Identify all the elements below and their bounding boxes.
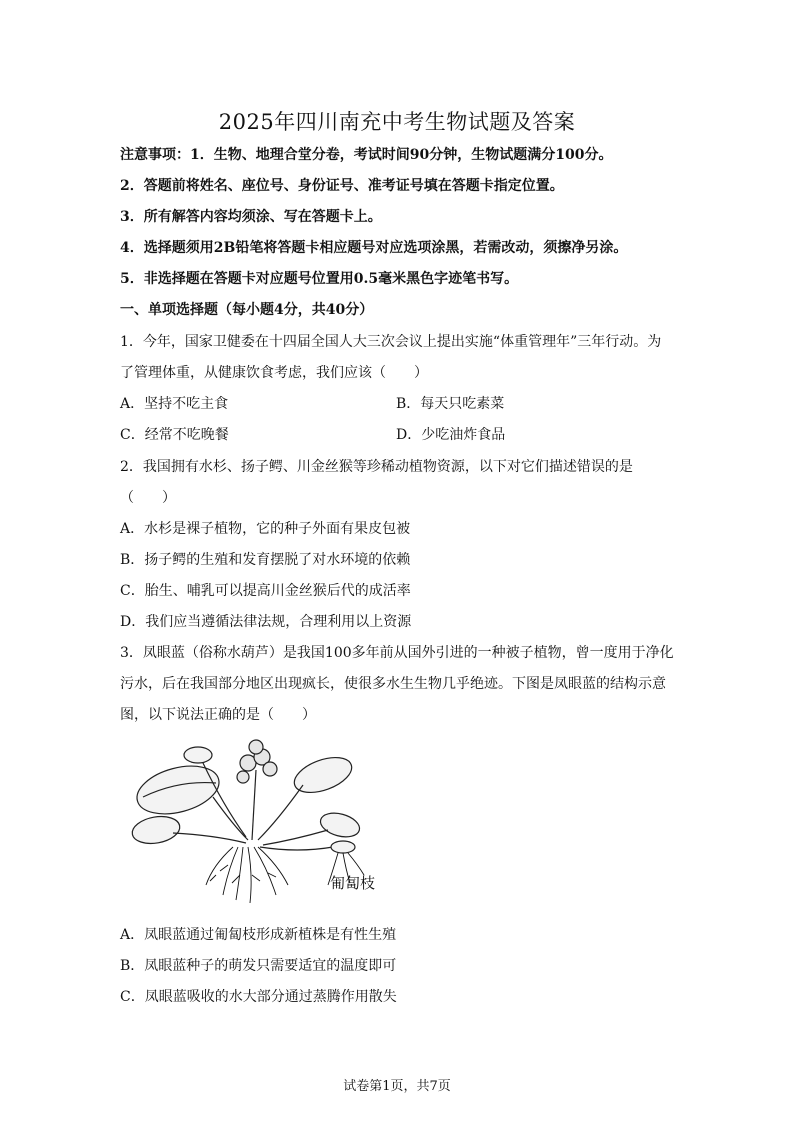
q1-option-d: D．少吃油炸食品 bbox=[396, 427, 506, 443]
q3-stem-line1: 3．凤眼蓝（俗称水葫芦）是我国100多年前从国外引进的一种被子植物，曾一度用于净化 bbox=[120, 645, 674, 661]
q2-option-a: A．水杉是裸子植物，它的种子外面有果皮包被 bbox=[120, 521, 411, 537]
note-2: 2．答题前将姓名、座位号、身份证号、准考证号填在答题卡指定位置。 bbox=[120, 178, 564, 194]
q1-option-c: C．经常不吃晚餐 bbox=[120, 427, 229, 443]
q3-option-b: B．凤眼蓝种子的萌发只需要适宜的温度即可 bbox=[120, 958, 397, 974]
q2-option-c: C．胎生、哺乳可以提高川金丝猴后代的成活率 bbox=[120, 583, 411, 599]
q2-stem-line2: （ ） bbox=[120, 490, 176, 506]
q3-option-a: A．凤眼蓝通过匍匐枝形成新植株是有性生殖 bbox=[120, 927, 397, 943]
figure-label-stolon: 匍匐枝 bbox=[330, 874, 376, 892]
q1-stem-line2: 了管理体重，从健康饮食考虑，我们应该（ ） bbox=[120, 365, 428, 381]
q2-option-b: B．扬子鳄的生殖和发育摆脱了对水环境的依赖 bbox=[120, 552, 411, 568]
note-1: 注意事项：1．生物、地理合堂分卷，考试时间90分钟，生物试题满分100分。 bbox=[120, 147, 613, 163]
note-3: 3．所有解答内容均须涂、写在答题卡上。 bbox=[120, 209, 382, 225]
section-heading: 一、单项选择题（每小题4分，共40分） bbox=[120, 302, 374, 318]
q2-option-d: D．我们应当遵循法律法规，合理利用以上资源 bbox=[120, 614, 412, 630]
q2-stem-line1: 2．我国拥有水杉、扬子鳄、川金丝猴等珍稀动植物资源，以下对它们描述错误的是 bbox=[120, 459, 633, 475]
q1-option-b: B．每天只吃素菜 bbox=[396, 396, 505, 412]
q3-stem-line2: 污水，后在我国部分地区出现疯长，使很多水生生物几乎绝迹。下图是凤眼蓝的结构示意 bbox=[120, 676, 666, 692]
note-5: 5．非选择题在答题卡对应题号位置用0.5毫米黑色字迹笔书写。 bbox=[120, 271, 519, 287]
q3-option-c: C．凤眼蓝吸收的水大部分通过蒸腾作用散失 bbox=[120, 989, 397, 1005]
q1-option-a: A．坚持不吃主食 bbox=[120, 396, 229, 412]
q1-stem-line1: 1．今年，国家卫健委在十四届全国人大三次会议上提出实施“体重管理年”三年行动。为 bbox=[120, 334, 662, 350]
q3-stem-line3: 图，以下说法正确的是（ ） bbox=[120, 707, 316, 723]
page-title: 2025年四川南充中考生物试题及答案 bbox=[218, 110, 576, 134]
page-footer: 试卷第1页，共7页 bbox=[343, 1079, 451, 1094]
note-4: 4．选择题须用2B铅笔将答题卡相应题号对应选项涂黑，若需改动，须擦净另涂。 bbox=[120, 240, 628, 256]
